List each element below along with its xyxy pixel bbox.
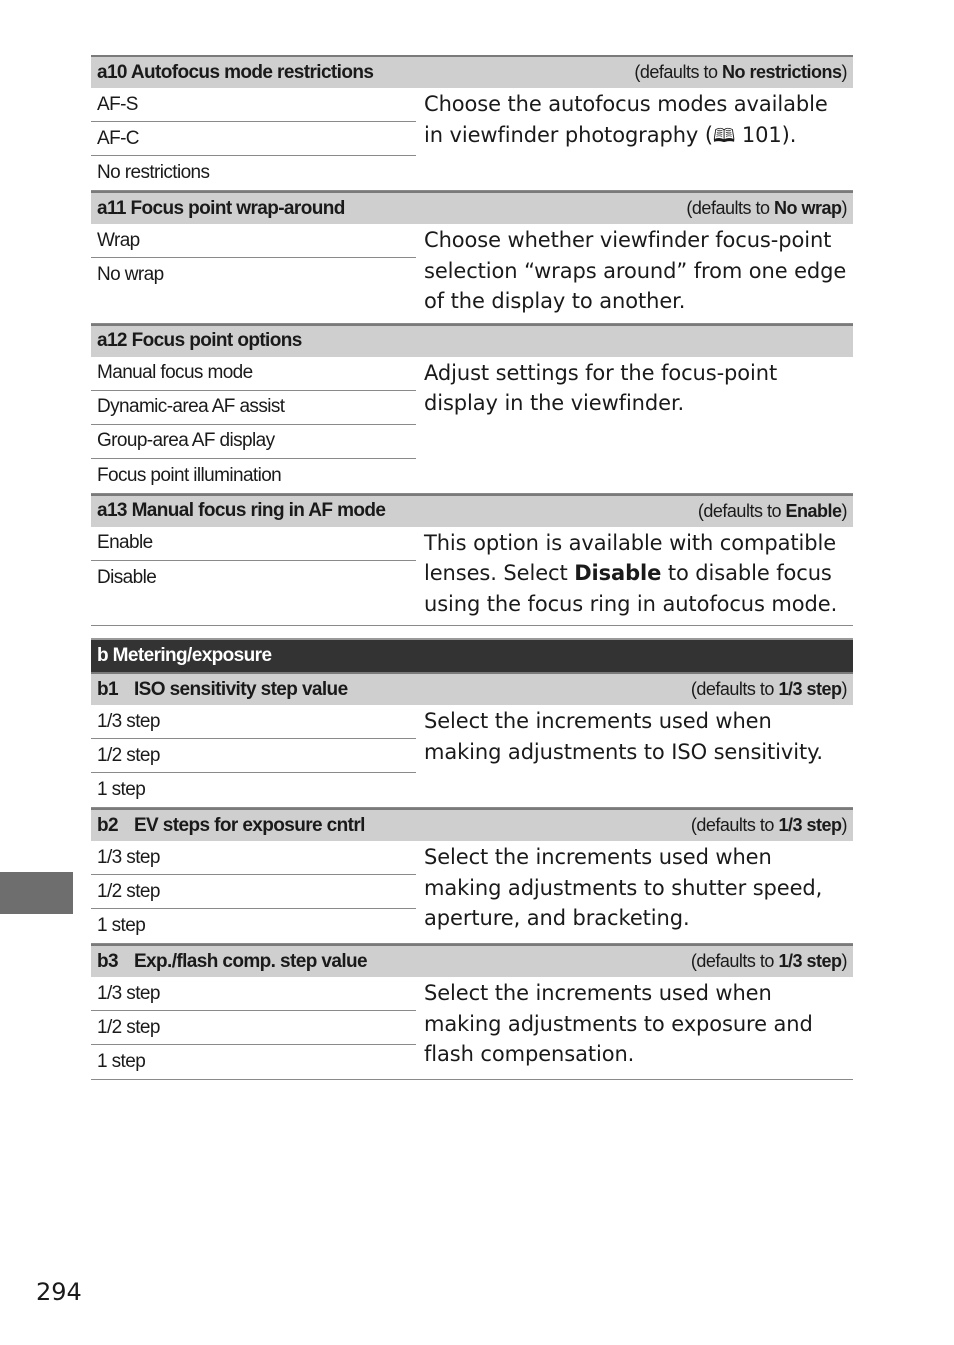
description: Choose the autofocus modes available in viewfinder photography (🕮 101). — [424, 92, 828, 147]
setting-title: b2 EV steps for exposure cntrl — [97, 814, 365, 836]
header-a10 — [91, 55, 853, 88]
option-item: No wrap — [97, 264, 164, 285]
header-b1 — [91, 672, 853, 705]
description: This option is available with compatible lenses. Select Disable to disable focus using the focus ring in autofocus mode. — [424, 530, 838, 616]
option-item: Enable — [91, 527, 416, 561]
setting-title: a13 Manual focus ring in AF mode — [97, 500, 386, 521]
description: Choose whether viewfinder focus-point selection “wraps around” from one edge of the display to another. — [424, 228, 847, 313]
option-item: 1/2 step — [91, 739, 416, 773]
description: Select the increments used when making adjustments to shutter speed, aperture, and bracketing. — [424, 845, 823, 930]
option-item: 1 step — [97, 1051, 146, 1072]
option-item: 1 step — [97, 915, 146, 936]
header-b3 — [91, 944, 853, 977]
option-list — [91, 357, 416, 493]
option-item: Wrap — [91, 224, 416, 258]
description: Select the increments used when making adjustments to exposure and flash compensation. — [424, 981, 813, 1066]
option-item: Group-area AF display — [91, 425, 416, 459]
block-a11 — [91, 224, 853, 324]
default-note: (defaults to No wrap) — [686, 198, 847, 218]
header-b2 — [91, 808, 853, 841]
setting-title: b3 Exp./flash comp. step value — [97, 950, 367, 972]
default-note: (defaults to Enable) — [697, 500, 847, 521]
option-list — [91, 224, 416, 323]
page-number: 294 — [36, 1278, 82, 1306]
block-b2 — [91, 841, 853, 944]
setting-title: b1 ISO sensitivity step value — [97, 678, 348, 700]
option-item: 1/2 step — [91, 1011, 416, 1045]
block-a12 — [91, 357, 853, 494]
setting-title: a11 Focus point wrap-around — [97, 197, 345, 219]
header-a11 — [91, 191, 853, 224]
option-item: Disable — [97, 566, 157, 588]
chapter-tab — [0, 872, 73, 914]
section-heading: b Metering/exposure — [91, 638, 853, 672]
default-note: (defaults to No restrictions) — [634, 62, 847, 82]
option-list — [91, 527, 416, 626]
option-item: Dynamic-area AF assist — [91, 391, 416, 425]
option-item: Manual focus mode — [91, 357, 416, 391]
default-note: (defaults to 1/3 step) — [690, 679, 847, 699]
option-item: AF-C — [91, 122, 416, 156]
option-list — [91, 705, 416, 807]
header-a12 — [91, 324, 853, 357]
description: Select the increments used when making adjustments to ISO sensitivity. — [424, 709, 823, 764]
block-a10 — [91, 88, 853, 191]
option-list — [91, 88, 416, 190]
setting-title: a10 Autofocus mode restrictions — [97, 61, 374, 83]
header-a13 — [91, 494, 853, 527]
option-item: 1/3 step — [91, 841, 416, 875]
block-b3 — [91, 977, 853, 1080]
option-item: 1/2 step — [91, 875, 416, 909]
option-item: 1 step — [97, 779, 146, 800]
option-item: No restrictions — [97, 162, 210, 183]
option-item: Focus point illumination — [97, 464, 282, 486]
block-b1 — [91, 705, 853, 808]
default-note: (defaults to 1/3 step) — [690, 951, 847, 971]
settings-table — [91, 55, 853, 1080]
setting-title: a12 Focus point options — [97, 330, 302, 351]
block-a13 — [91, 527, 853, 627]
option-item: AF-S — [91, 88, 416, 122]
book-icon: 🕮 — [712, 124, 736, 147]
option-list — [91, 841, 416, 943]
default-note: (defaults to 1/3 step) — [690, 815, 847, 835]
option-list — [91, 977, 416, 1079]
option-item: 1/3 step — [91, 977, 416, 1011]
option-item: 1/3 step — [91, 705, 416, 739]
description: Adjust settings for the focus-point display in the viewfinder. — [424, 360, 778, 415]
